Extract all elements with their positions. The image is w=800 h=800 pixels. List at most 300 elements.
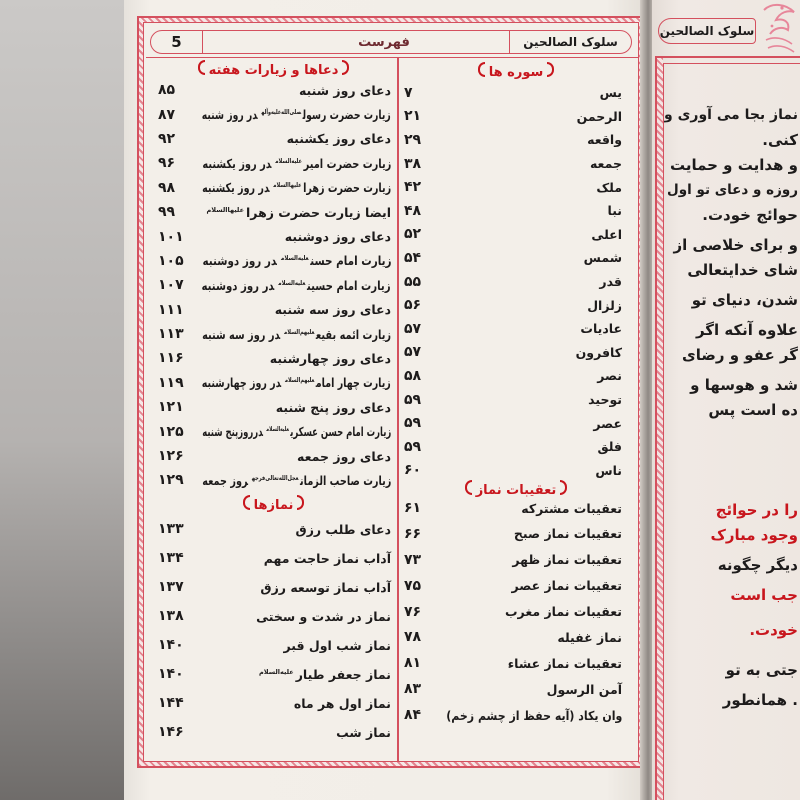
- toc-entry-title: [446, 604, 630, 619]
- toc-entry-page-number: ۹۶: [158, 155, 176, 172]
- toc-entry-name: تعقیبات نماز ظهر: [512, 552, 622, 568]
- toc-entry-suffix: در روز دوشنبه: [201, 277, 275, 293]
- toc-entry-title: [202, 83, 395, 98]
- toc-entry-title-text: [577, 109, 622, 124]
- honorific-mark: علیهم‌السلام: [284, 327, 315, 336]
- toc-entry-page-number: ۷۳: [404, 551, 422, 568]
- toc-entry: [402, 128, 630, 152]
- toc-entry-name: توحید: [588, 392, 622, 408]
- toc-entry-title-text: [590, 156, 622, 171]
- honorific-mark: علیه‌السلام: [275, 156, 302, 165]
- toc-entry-title: [446, 250, 630, 265]
- right-page-book-title: سلوک الصالحین: [658, 18, 756, 44]
- toc-entry-title-text: [580, 321, 622, 336]
- toc-entry-name: زلزال: [587, 297, 622, 313]
- toc-entry: [402, 547, 630, 573]
- toc-entry-page-number: ۷۵: [404, 577, 422, 594]
- body-text-line: نماز بجا می آوری و: [664, 107, 798, 123]
- toc-entry-suffix: روز جمعه: [201, 472, 248, 488]
- toc-entry: [152, 273, 395, 297]
- toc-section-heading-text: تعقیبات نماز: [461, 480, 572, 498]
- toc-entry-title: [202, 424, 395, 439]
- toc-entry-name: جمعه: [589, 156, 622, 172]
- honorific-mark: علیه‌السلام: [280, 254, 309, 263]
- toc-entry-title: [446, 526, 630, 541]
- right-book-page: [652, 0, 800, 800]
- toc-entry-title: [202, 725, 395, 740]
- toc-entry-title-text: [511, 578, 622, 593]
- toc-entry-page-number: ۱۲۵: [158, 423, 184, 440]
- toc-entry-page-number: ۵۴: [404, 249, 422, 266]
- toc-entry: [152, 78, 395, 102]
- toc-entry: [152, 544, 395, 573]
- toc-entry-title-text: [294, 696, 391, 711]
- toc-entry: [152, 127, 395, 151]
- toc-entry-title-text: [297, 449, 391, 464]
- toc-entry-title-text: [202, 253, 391, 268]
- toc-entry-name: ناس: [595, 462, 622, 478]
- toc-entry-title: [446, 85, 630, 100]
- toc-entry-title: [202, 638, 395, 653]
- toc-entry-name: دعای روز چهارشنبه: [269, 350, 391, 366]
- toc-entry-page-number: ۱۳۴: [158, 550, 184, 567]
- toc-entry-title-text: [285, 229, 391, 244]
- toc-entry-name: الرحمن: [576, 108, 622, 124]
- toc-entry-name: اعلی: [591, 226, 622, 242]
- page-header-bar: [150, 30, 632, 54]
- toc-entry-title: [446, 682, 630, 697]
- body-text-line: علاوه آنکه اگر: [695, 321, 798, 339]
- toc-entry-page-number: ۵۷: [404, 344, 422, 361]
- toc-entry-name: نبا: [607, 203, 622, 219]
- toc-entry-page-number: ۷۶: [404, 603, 422, 620]
- toc-entry-title-text: [587, 298, 622, 313]
- toc-entry-name: شمس: [583, 250, 622, 266]
- toc-entry-title: [446, 109, 630, 124]
- toc-section-heading: [152, 493, 395, 515]
- toc-entry-title: [446, 203, 630, 218]
- toc-entry-title: [202, 253, 395, 268]
- toc-entry: [402, 411, 630, 435]
- toc-entry-title-text: [256, 609, 391, 624]
- toc-entry: [152, 151, 395, 175]
- toc-entry-title-text: [202, 375, 391, 390]
- toc-entry-title-text: [202, 473, 391, 488]
- toc-entry: [152, 249, 395, 273]
- toc-entry-name: زیارت حضرت زهرا: [302, 180, 391, 196]
- toc-entry-title: [446, 392, 630, 407]
- body-text-line: دیگر چگونه: [717, 556, 798, 574]
- page-number: 5: [151, 31, 203, 53]
- toc-entry-page-number: ۸۱: [404, 655, 422, 672]
- toc-entry-page-number: ۴۲: [404, 179, 422, 196]
- toc-entry: [402, 293, 630, 317]
- toc-entry-title-text: [508, 656, 622, 671]
- toc-entry-page-number: ۳۸: [404, 155, 422, 172]
- toc-entry-name: دعای روز یکشنبه: [286, 131, 391, 147]
- toc-entry-name: عصر: [593, 415, 622, 431]
- toc-entry: [152, 419, 395, 443]
- toc-entry: [402, 364, 630, 388]
- toc-entry-page-number: ۵۲: [404, 226, 422, 243]
- toc-entry-title-text: [446, 708, 622, 723]
- toc-entry-page-number: ۷: [404, 84, 413, 101]
- toc-entry-page-number: ۱۳۷: [158, 579, 184, 596]
- toc-entry-suffix: در روز دوشنبه: [201, 253, 277, 269]
- toc-entry-title-text: [260, 580, 391, 595]
- toc-entry-page-number: ۴۸: [404, 202, 422, 219]
- toc-entry-title-text: [257, 667, 391, 682]
- toc-entry-title: [446, 227, 630, 242]
- body-text-line: حوائج خودت.: [702, 206, 798, 224]
- toc-entry-name: زیارت حضرت امیر: [303, 155, 391, 171]
- toc-entry-title: [202, 278, 395, 293]
- toc-entry-title-text: [202, 278, 391, 293]
- toc-entry-page-number: ۵۶: [404, 297, 422, 314]
- toc-entry-title: [202, 351, 395, 366]
- toc-entry-title-text: [264, 551, 391, 566]
- toc-entry: [152, 102, 395, 126]
- toc-entry-name: تعقیبات مشترکه: [521, 500, 622, 516]
- body-text-line: گر عفو و رضای: [681, 346, 798, 364]
- toc-entry-title: [202, 580, 395, 595]
- toc-entry-title: [202, 696, 395, 711]
- toc-entry-name: قدر: [599, 274, 622, 290]
- honorific-mark: عجل‌الله‌تعالی‌فرجه: [251, 473, 299, 482]
- toc-entry-title: [446, 552, 630, 567]
- body-text-line: جب است: [730, 586, 798, 604]
- honorific-mark: علیه‌السلام: [259, 667, 294, 676]
- toc-entry-page-number: ۸۷: [158, 106, 176, 123]
- toc-entry-name: دعای روز پنج شنبه: [275, 399, 391, 415]
- body-text-line: و هدایت و حمایت: [669, 156, 798, 174]
- toc-entry-page-number: ۱۲۶: [158, 448, 184, 465]
- body-text-line: شدن، دنیای تو: [691, 291, 798, 309]
- toc-entry-name: یس: [599, 85, 622, 101]
- body-text-line: کنی.: [762, 131, 798, 149]
- toc-entry-title: [202, 302, 395, 317]
- toc-entry: [152, 395, 395, 419]
- toc-entry-page-number: ۱۱۱: [158, 301, 184, 318]
- toc-entry: [152, 718, 395, 747]
- toc-entry: [152, 200, 395, 224]
- toc-entry-title: [446, 274, 630, 289]
- toc-entry: [152, 176, 395, 200]
- honorific-mark: علیه‌السلام: [278, 278, 306, 287]
- toc-entry-name: تعقیبات نماز مغرب: [504, 604, 622, 620]
- toc-entry: [402, 495, 630, 521]
- toc-entry-title: [202, 522, 395, 537]
- toc-entry-title: [202, 400, 395, 415]
- photo-background: [0, 0, 140, 800]
- toc-entry-title: [202, 229, 395, 244]
- toc-entry-title: [202, 609, 395, 624]
- toc-entry: [402, 81, 630, 105]
- toc-entry: [152, 468, 395, 492]
- toc-entry-title-text: [521, 501, 622, 516]
- toc-entry-name: نماز شب اول قبر: [283, 637, 391, 653]
- toc-section-heading: [402, 482, 630, 498]
- toc-entry-title-text: [587, 132, 622, 147]
- toc-entry: [402, 223, 630, 247]
- page-heading: [329, 31, 439, 53]
- toc-entry-title-text: [599, 274, 622, 289]
- toc-entry-title: [446, 345, 630, 360]
- toc-entry: [402, 341, 630, 365]
- honorific-mark: علیها‌السلام: [273, 181, 302, 190]
- toc-entry: [402, 459, 630, 483]
- toc-entry-title: [446, 463, 630, 478]
- body-text-line: و برای خلاصی از: [673, 236, 798, 254]
- toc-entry-page-number: ۵۷: [404, 320, 422, 337]
- toc-entry-title: [446, 656, 630, 671]
- toc-entry-title-text: [591, 227, 622, 242]
- toc-column-suras: [402, 60, 630, 728]
- toc-entry-page-number: ۵۵: [404, 273, 422, 290]
- toc-entry-name: نماز غفیله: [557, 629, 622, 645]
- toc-entry-page-number: ۲۱: [404, 108, 422, 125]
- toc-entry-title-text: [505, 604, 622, 619]
- toc-entry: [402, 676, 630, 702]
- toc-entry-page-number: ۵۹: [404, 438, 422, 455]
- toc-entry-title: [446, 321, 630, 336]
- toc-entry-title: [446, 501, 630, 516]
- toc-entry-page-number: ۹۸: [158, 179, 176, 196]
- toc-entry-title: [446, 630, 630, 645]
- toc-entry: [402, 521, 630, 547]
- toc-entry-suffix: در روز چهارشنبه: [201, 375, 282, 391]
- toc-section-heading-text: سوره ها: [474, 62, 559, 80]
- toc-entry: [152, 602, 395, 631]
- toc-section: [152, 60, 395, 493]
- toc-entry-title-text: [597, 439, 622, 454]
- toc-entry-page-number: ۵۹: [404, 391, 422, 408]
- toc-entry-title-text: [276, 400, 391, 415]
- toc-entry-title-text: [512, 552, 622, 567]
- toc-entry-name: وان یکاد (آیه حفظ از چشم زخم): [445, 707, 622, 723]
- toc-entry-name: ملک: [596, 179, 622, 195]
- toc-entry-title-text: [514, 526, 622, 541]
- toc-entry-page-number: ۱۰۵: [158, 252, 184, 269]
- toc-entry-title-text: [596, 180, 622, 195]
- right-page-body-text: [664, 0, 798, 800]
- toc-entry-title-text: [608, 203, 623, 218]
- toc-column-prayers: [152, 60, 395, 747]
- toc-entry: [402, 435, 630, 459]
- honorific-mark: علیه‌السلام: [266, 425, 289, 434]
- toc-entry-title-text: [600, 85, 622, 100]
- toc-entry-name: تعقیبات نماز صبح: [513, 526, 622, 542]
- toc-entry: [152, 346, 395, 370]
- honorific-mark: علیهم‌السلام: [285, 376, 315, 385]
- toc-entry-page-number: ۱۱۳: [158, 326, 184, 343]
- toc-entry-title-text: [557, 630, 622, 645]
- body-text-line: روزه و دعای تو اول: [667, 182, 798, 198]
- toc-entry-title-text: [588, 392, 622, 407]
- toc-section: [152, 493, 395, 747]
- toc-entry-name: نصر: [597, 368, 622, 384]
- toc-entry: [402, 270, 630, 294]
- toc-section: [402, 60, 630, 482]
- toc-entry-page-number: ۱۱۹: [158, 374, 184, 391]
- toc-entry-name: زیارت صاحب الزمان: [299, 472, 391, 488]
- toc-entry: [402, 199, 630, 223]
- toc-entry-page-number: ۱۲۱: [158, 399, 184, 416]
- toc-entry-page-number: ۶۰: [404, 462, 422, 479]
- toc-entry-name: نماز شب: [336, 724, 391, 740]
- toc-entry-name: تعقیبات نماز عصر: [511, 578, 622, 594]
- toc-entry-title: [446, 708, 630, 723]
- toc-entry-title: [446, 578, 630, 593]
- toc-entry-title-text: [202, 156, 391, 171]
- body-text-line: خودت.: [749, 621, 798, 639]
- toc-section-heading-text: دعاها و زیارات هفته: [194, 60, 354, 78]
- toc-entry: [152, 298, 395, 322]
- toc-entry-suffix: در روز یکشنبه: [202, 155, 272, 171]
- toc-entry-name: زیارت حضرت رسول: [302, 107, 391, 123]
- toc-entry: [152, 689, 395, 718]
- toc-entry-name: زیارت امام حسن: [309, 253, 391, 269]
- toc-entry: [152, 573, 395, 602]
- toc-entry-suffix: در روز شنبه: [202, 107, 258, 123]
- toc-entry-page-number: ۱۴۶: [158, 724, 184, 741]
- toc-entry-name: آداب نماز توسعه رزق: [260, 579, 391, 595]
- toc-entry-title: [446, 298, 630, 313]
- toc-entry-title: [202, 375, 395, 390]
- toc-entry: [402, 246, 630, 270]
- body-text-line: جتی به تو: [725, 661, 798, 679]
- toc-entry: [402, 152, 630, 176]
- toc-entry-name: عادیات: [580, 321, 622, 337]
- toc-entry-page-number: ۱۰۱: [158, 228, 184, 245]
- body-text-line: شای خدایتعالی: [687, 261, 798, 279]
- toc-entry: [402, 175, 630, 199]
- toc-entry-title-text: [576, 345, 622, 360]
- toc-entry-page-number: ۶۶: [404, 525, 422, 542]
- body-text-line: . همانطور: [722, 691, 798, 709]
- body-text-line: وجود مبارک: [710, 526, 798, 544]
- toc-entry: [402, 105, 630, 129]
- toc-entry-page-number: ۱۴۴: [158, 695, 184, 712]
- toc-entry: [152, 444, 395, 468]
- toc-entry-suffix: در روز یکشنبه: [201, 180, 270, 196]
- toc-entry-title-text: [202, 424, 391, 439]
- toc-section-heading: [152, 60, 395, 78]
- toc-entry-title: [446, 180, 630, 195]
- toc-entry-page-number: ۹۲: [158, 130, 176, 147]
- toc-entry-name: زیارت چهار امام: [316, 375, 391, 391]
- toc-entry: [402, 388, 630, 412]
- toc-entry-title-text: [270, 351, 391, 366]
- toc-entry-name: فلق: [597, 439, 622, 455]
- toc-entry-title-text: [336, 725, 391, 740]
- toc-entry: [402, 625, 630, 651]
- honorific-mark: صلی‌الله‌علیه‌وآله: [261, 108, 302, 117]
- toc-entry-name: نماز اول هر ماه: [293, 695, 391, 711]
- toc-entry-title-text: [593, 416, 622, 431]
- toc-entry-page-number: ۶۱: [404, 500, 422, 517]
- toc-entry: [402, 317, 630, 341]
- toc-entry-name: تعقیبات نماز عشاء: [507, 655, 622, 671]
- toc-entry-title: [446, 132, 630, 147]
- toc-entry-name: واقعه: [587, 132, 622, 148]
- toc-entry-name: آمن الرسول: [546, 681, 622, 697]
- toc-entry-title: [202, 449, 395, 464]
- toc-section: [402, 482, 630, 728]
- book-title: سلوک الصالحین: [509, 31, 631, 53]
- toc-entry-title: [202, 551, 395, 566]
- toc-entry-title: [202, 131, 395, 146]
- toc-entry: [402, 650, 630, 676]
- toc-entry: [152, 322, 395, 346]
- toc-entry: [152, 660, 395, 689]
- toc-entry-page-number: ۹۹: [158, 204, 176, 221]
- body-text-line: را در حوائج: [715, 501, 798, 519]
- toc-section-heading: [402, 60, 630, 81]
- toc-entry-title: [446, 416, 630, 431]
- body-text-line: شد و هوسها و: [690, 376, 798, 394]
- toc-entry: [402, 599, 630, 625]
- toc-entry-page-number: ۱۳۸: [158, 608, 184, 625]
- toc-entry-title: [202, 667, 395, 682]
- toc-entry-title-text: [202, 327, 391, 342]
- toc-entry-suffix: در روز سه شنبه: [202, 326, 281, 342]
- toc-entry-name: زیارت امام حسن عسکری: [289, 424, 391, 440]
- toc-entry-title-text: [597, 368, 622, 383]
- toc-entry: [152, 224, 395, 248]
- toc-entry-title-text: [299, 83, 391, 98]
- toc-entry-title-text: [283, 638, 391, 653]
- toc-entry-page-number: ۱۲۹: [158, 472, 184, 489]
- toc-entry-page-number: ۸۳: [404, 681, 422, 698]
- toc-entry-page-number: ۵۹: [404, 415, 422, 432]
- column-divider: [397, 58, 399, 761]
- toc-entry-name: زیارت ائمه بقیع: [315, 326, 391, 342]
- honorific-mark: علیها‌السلام: [206, 205, 245, 214]
- toc-entry-name: دعای روز دوشنبه: [284, 229, 391, 245]
- toc-entry-name: دعای روز شنبه: [298, 82, 391, 98]
- toc-entry-name: کافرون: [575, 344, 622, 360]
- toc-entry-title-text: [595, 463, 622, 478]
- toc-entry-title-text: [202, 107, 391, 122]
- toc-entry: [402, 573, 630, 599]
- toc-entry-page-number: ۵۸: [404, 367, 422, 384]
- toc-entry-page-number: ۸۴: [404, 707, 422, 724]
- toc-entry-title-text: [205, 205, 391, 220]
- toc-entry-title-text: [287, 131, 391, 146]
- toc-entry-title: [202, 327, 395, 342]
- toc-entry-page-number: ۱۳۳: [158, 521, 184, 538]
- toc-entry-title: [202, 180, 395, 195]
- toc-entry-name: دعای روز جمعه: [297, 448, 391, 464]
- toc-entry-title: [446, 368, 630, 383]
- page-heading-text: فهرست: [358, 34, 410, 50]
- toc-entry: [152, 515, 395, 544]
- toc-entry-name: دعای روز سه شنبه: [274, 302, 391, 318]
- toc-entry-title-text: [584, 250, 622, 265]
- toc-entry-name: دعای طلب رزق: [295, 521, 391, 537]
- toc-entry-page-number: ۲۹: [404, 131, 422, 148]
- toc-entry-name: نماز در شدت و سختی: [256, 608, 391, 624]
- toc-section-heading-text: نمازها: [239, 495, 309, 513]
- toc-entry-title-text: [202, 180, 391, 195]
- toc-entry-page-number: ۸۵: [158, 82, 176, 99]
- toc-entry: [152, 371, 395, 395]
- toc-entry-name: زیارت امام حسین: [307, 277, 391, 293]
- toc-entry: [152, 631, 395, 660]
- toc-entry-title: [202, 107, 395, 122]
- toc-entry-name: نماز جعفر طیار: [295, 666, 391, 682]
